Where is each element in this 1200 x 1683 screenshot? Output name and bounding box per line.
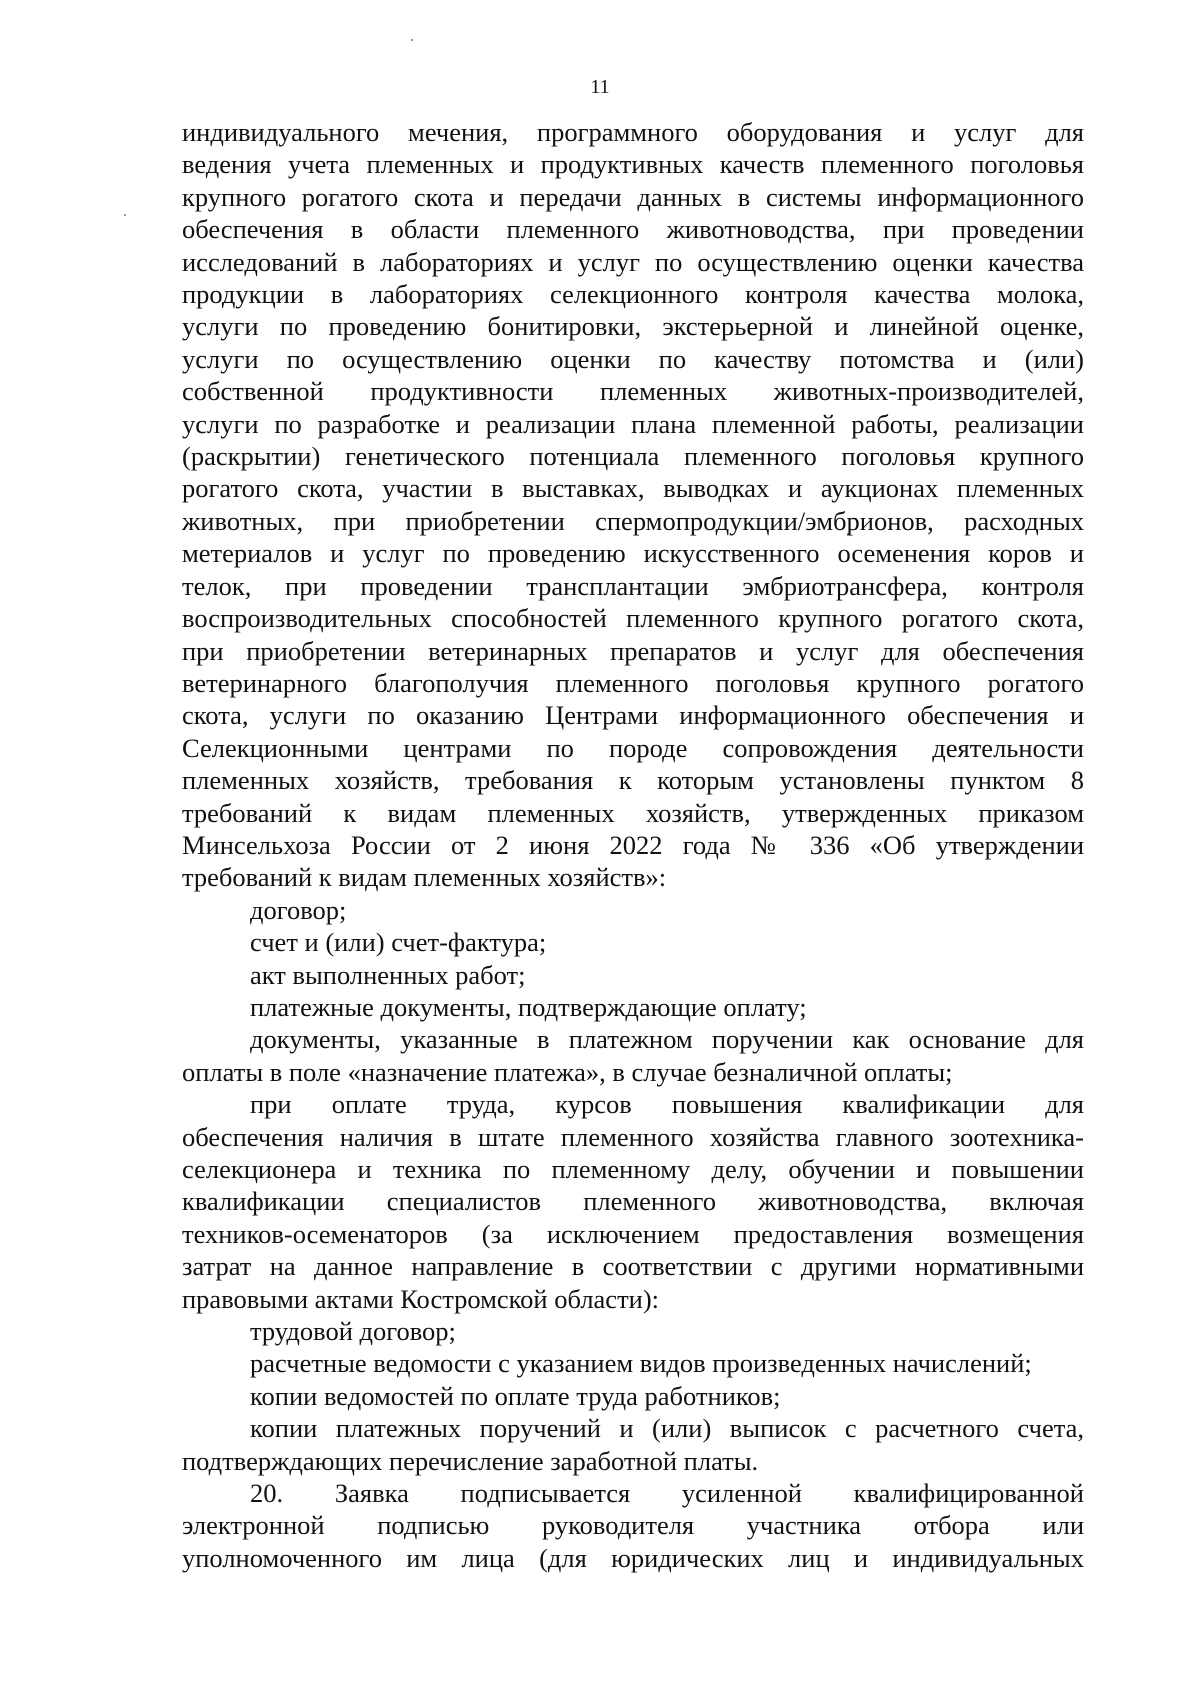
- scan-speck: [124, 214, 126, 216]
- text-line: при приобретении ветеринарных препаратов и услуг для обеспечения: [182, 635, 1084, 666]
- text-line: обеспечения наличия в штате племенного хозяйства главного зоотехника-: [182, 1121, 1084, 1152]
- text-line: скота, услуги по оказанию Центрами информационного обеспечения и: [182, 700, 1084, 731]
- section-20-line: 20. Заявка подписывается усиленной квалифицированной: [250, 1478, 1084, 1509]
- text-line: рогатого скота, участии в выставках, выводках и аукционах племенных: [182, 473, 1084, 504]
- list-item: счет и (или) счет-фактура;: [250, 927, 547, 958]
- list-item: копии платежных поручений и (или) выписок с расчетного счета,: [250, 1413, 1084, 1444]
- text-line: правовыми актами Костромской области):: [182, 1283, 660, 1314]
- text-line: животных, при приобретении спермопродукции/эмбрионов, расходных: [182, 505, 1084, 536]
- text-line: при оплате труда, курсов повышения квалификации для: [250, 1089, 1084, 1120]
- text-line: ведения учета племенных и продуктивных качеств племенного поголовья: [182, 149, 1084, 180]
- text-line: Минсельхоза России от 2 июня 2022 года № 336 «Об утверждении: [182, 829, 1084, 860]
- scan-speck: [411, 39, 413, 41]
- text-line: племенных хозяйств, требования к которым установлены пунктом 8: [182, 765, 1084, 796]
- text-line: затрат на данное направление в соответствии с другими нормативными: [182, 1251, 1084, 1282]
- list-item: документы, указанные в платежном поручении как основание для: [250, 1024, 1084, 1055]
- page-number: 11: [590, 76, 610, 98]
- document-body: [182, 116, 1084, 1574]
- list-item: договор;: [250, 894, 347, 925]
- text-line: Селекционными центрами по породе сопровождения деятельности: [182, 732, 1084, 763]
- text-line: требований к видам племенных хозяйств, утвержденных приказом: [182, 797, 1084, 828]
- text-line: уполномоченного им лица (для юридических лиц и индивидуальных: [182, 1542, 1084, 1573]
- text-line: квалификации специалистов племенного животноводства, включая: [182, 1186, 1084, 1217]
- text-line: крупного рогатого скота и передачи данных в системы информационного: [182, 181, 1084, 212]
- list-item: платежные документы, подтверждающие оплату;: [250, 991, 807, 1022]
- text-line: продукции в лабораториях селекционного контроля качества молока,: [182, 279, 1084, 310]
- text-line: обеспечения в области племенного животноводства, при проведении: [182, 214, 1084, 245]
- text-line: воспроизводительных способностей племенного крупного рогатого скота,: [182, 603, 1084, 634]
- list-item: копии ведомостей по оплате труда работников;: [250, 1380, 781, 1411]
- text-line: услуги по проведению бонитировки, экстерьерной и линейной оценке,: [182, 311, 1084, 342]
- text-line: услуги по осуществлению оценки по качеству потомства и (или): [182, 343, 1084, 374]
- list-item: расчетные ведомости с указанием видов произведенных начислений;: [250, 1348, 1032, 1379]
- text-line: метериалов и услуг по проведению искусственного осеменения коров и: [182, 538, 1084, 569]
- text-line: оплаты в поле «назначение платежа», в случае безналичной оплаты;: [182, 1056, 953, 1087]
- text-line: электронной подписью руководителя участника отбора или: [182, 1510, 1084, 1541]
- text-line: техников-осеменаторов (за исключением предоставления возмещения: [182, 1218, 1084, 1249]
- text-line: собственной продуктивности племенных животных-производителей,: [182, 376, 1084, 407]
- text-line: селекционера и техника по племенному делу, обучении и повышении: [182, 1154, 1084, 1184]
- text-line: телок, при проведении трансплантации эмбриотрансфера, контроля: [182, 570, 1084, 601]
- text-line: подтверждающих перечисление заработной платы.: [182, 1445, 759, 1476]
- text-line: исследований в лабораториях и услуг по осуществлению оценки качества: [182, 246, 1084, 277]
- text-line: индивидуального мечения, программного оборудования и услуг для: [182, 117, 1084, 147]
- text-line: ветеринарного благополучия племенного поголовья крупного рогатого: [182, 667, 1084, 698]
- text-line: услуги по разработке и реализации плана племенной работы, реализации: [182, 408, 1084, 439]
- list-item: акт выполненных работ;: [250, 959, 526, 990]
- list-item: трудовой договор;: [250, 1316, 456, 1347]
- text-line: требований к видам племенных хозяйств»:: [182, 862, 667, 893]
- text-line: (раскрытии) генетического потенциала племенного поголовья крупного: [182, 441, 1084, 472]
